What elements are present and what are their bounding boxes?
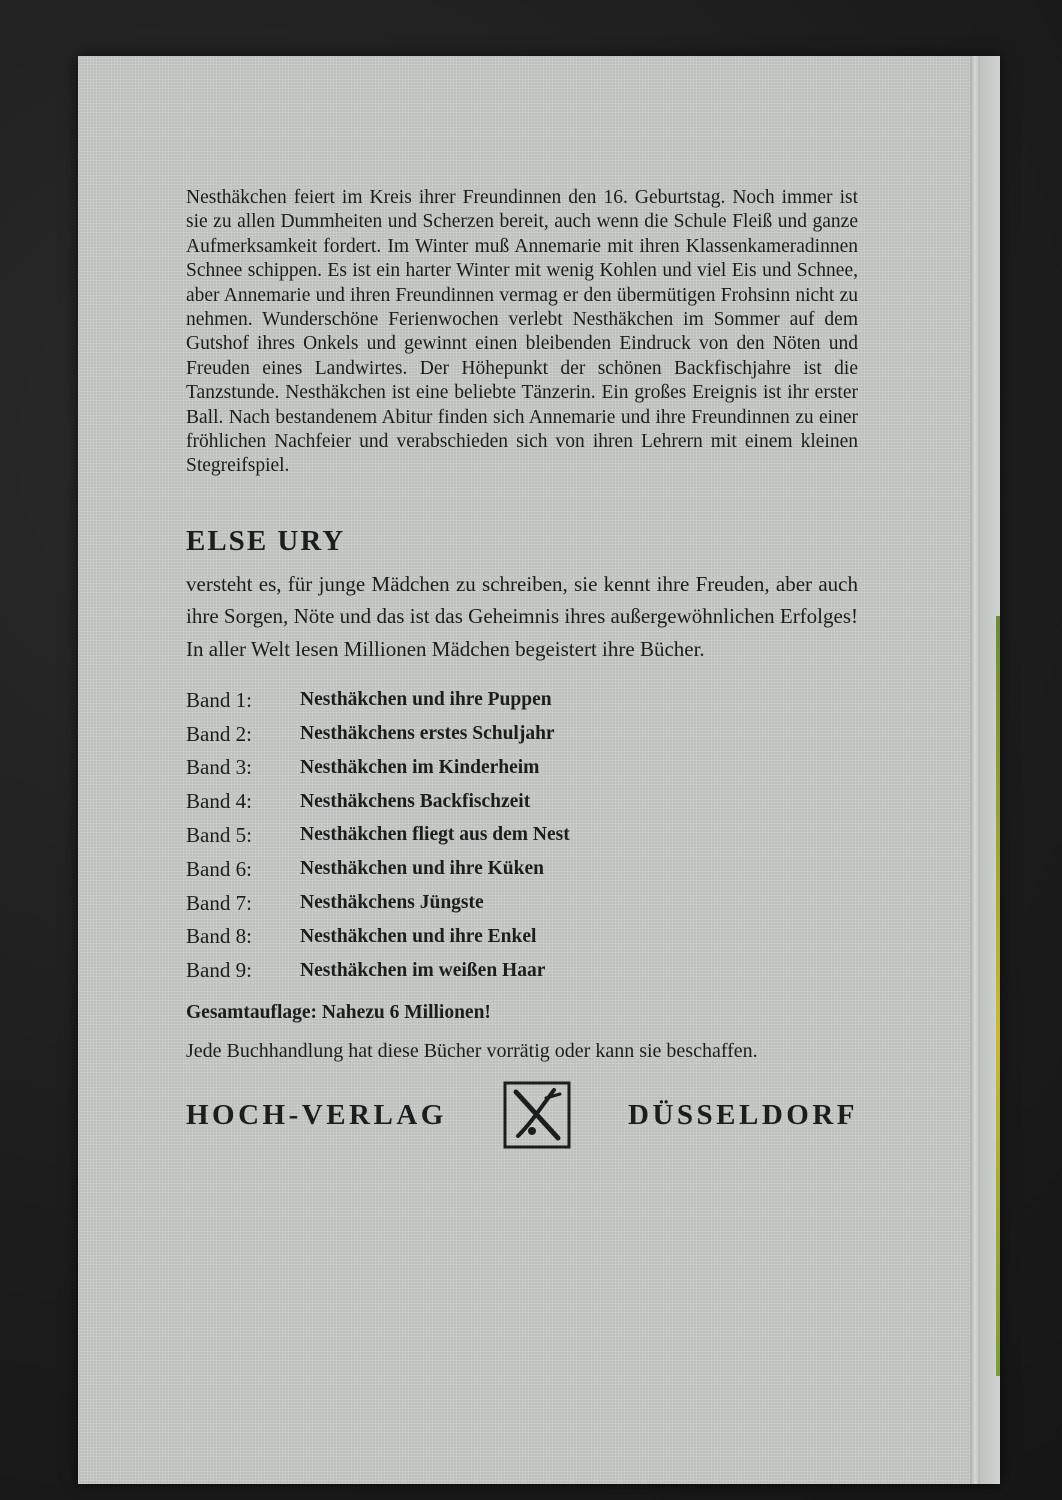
list-item xyxy=(186,920,858,954)
band-title: Nesthäkchens erstes Schuljahr xyxy=(300,723,555,745)
band-title: Nesthäkchen und ihre Küken xyxy=(300,858,544,880)
author-intro: versteht es, für junge Mädchen zu schreiben, sie kennt ihre Freuden, aber auch ihre Sorgen, Nöte und das ist das Geheimnis ihres außergewöhnlichen Erfolges! In aller Welt lesen Millionen Mädchen begeistert ihre Bücher. xyxy=(186,571,858,661)
author-name: ELSE URY xyxy=(186,524,346,557)
band-title: Nesthäkchen und ihre Enkel xyxy=(300,925,537,947)
band-title: Nesthäkchen fliegt aus dem Nest xyxy=(300,824,570,846)
cover-text xyxy=(186,186,858,1150)
band-number: Band 9: xyxy=(186,958,252,983)
list-item xyxy=(186,852,858,886)
band-number: Band 7: xyxy=(186,890,252,915)
band-number: Band 2: xyxy=(186,721,252,746)
list-item xyxy=(186,683,858,717)
band-title: Nesthäkchens Backfischzeit xyxy=(300,790,531,812)
list-item xyxy=(186,785,858,819)
band-number: Band 8: xyxy=(186,924,252,949)
list-item xyxy=(186,886,858,920)
band-title: Nesthäkchen im Kinderheim xyxy=(300,756,540,778)
book-back-cover xyxy=(78,56,1000,1484)
list-item xyxy=(186,751,858,785)
publisher-city: DÜSSELDORF xyxy=(628,1098,858,1131)
publisher-line xyxy=(186,1080,858,1150)
list-item xyxy=(186,819,858,853)
blurb-text: Nesthäkchen feiert im Kreis ihrer Freundinnen den 16. Geburtstag. Noch immer ist sie zu allen Dummheiten und Scherzen bereit, auch wenn die Schule Fleiß und ganze Aufmerksamkeit fordert. Im Winter muß Annemarie mit ihren Klassenkameradinnen Schnee schippen. Es ist ein harter Winter mit wenig Kohlen und viel Eis und Schnee, aber Annemarie und ihren Freundinnen vermag er den übermütigen Frohsinn nicht zu nehmen. Wunderschöne Ferienwochen verlebt Nesthäkchen im Sommer auf dem Gutshof ihres Onkels und gewinnt einen bleibenden Eindruck von den Nöten und Freuden eines Landwirtes. Der Höhepunkt der schönen Backfischjahre ist die Tanzstunde. Nesthäkchen ist eine beliebte Tänzerin. Ein großes Ereignis ist ihr erster Ball. Nach bestandenem Abitur finden sich Annemarie und ihre Freundinnen zu einer fröhlichen Nachfeier und verabschieden sich von ihren Lehrern mit einem kleinen Stegreifspiel. xyxy=(186,187,858,477)
spine-hinge xyxy=(970,56,980,1484)
band-number: Band 3: xyxy=(186,755,252,780)
band-number: Band 6: xyxy=(186,856,252,881)
band-title: Nesthäkchen und ihre Puppen xyxy=(300,689,552,711)
band-number: Band 5: xyxy=(186,822,252,847)
total-print-run: Gesamtauflage: Nahezu 6 Millionen! xyxy=(186,1001,491,1023)
publisher-name: HOCH-VERLAG xyxy=(186,1098,447,1131)
band-number: Band 4: xyxy=(186,789,252,814)
list-item xyxy=(186,717,858,751)
availability-note: Jede Buchhandlung hat diese Bücher vorrätig oder kann sie beschaffen. xyxy=(186,1039,758,1062)
spine-color-edge xyxy=(996,616,1000,1376)
band-number: Band 1: xyxy=(186,687,252,712)
band-title: Nesthäkchen im weißen Haar xyxy=(300,959,546,981)
list-item xyxy=(186,954,858,988)
band-list xyxy=(186,683,858,987)
publisher-logo-icon xyxy=(502,1080,572,1150)
band-title: Nesthäkchens Jüngste xyxy=(300,892,484,914)
